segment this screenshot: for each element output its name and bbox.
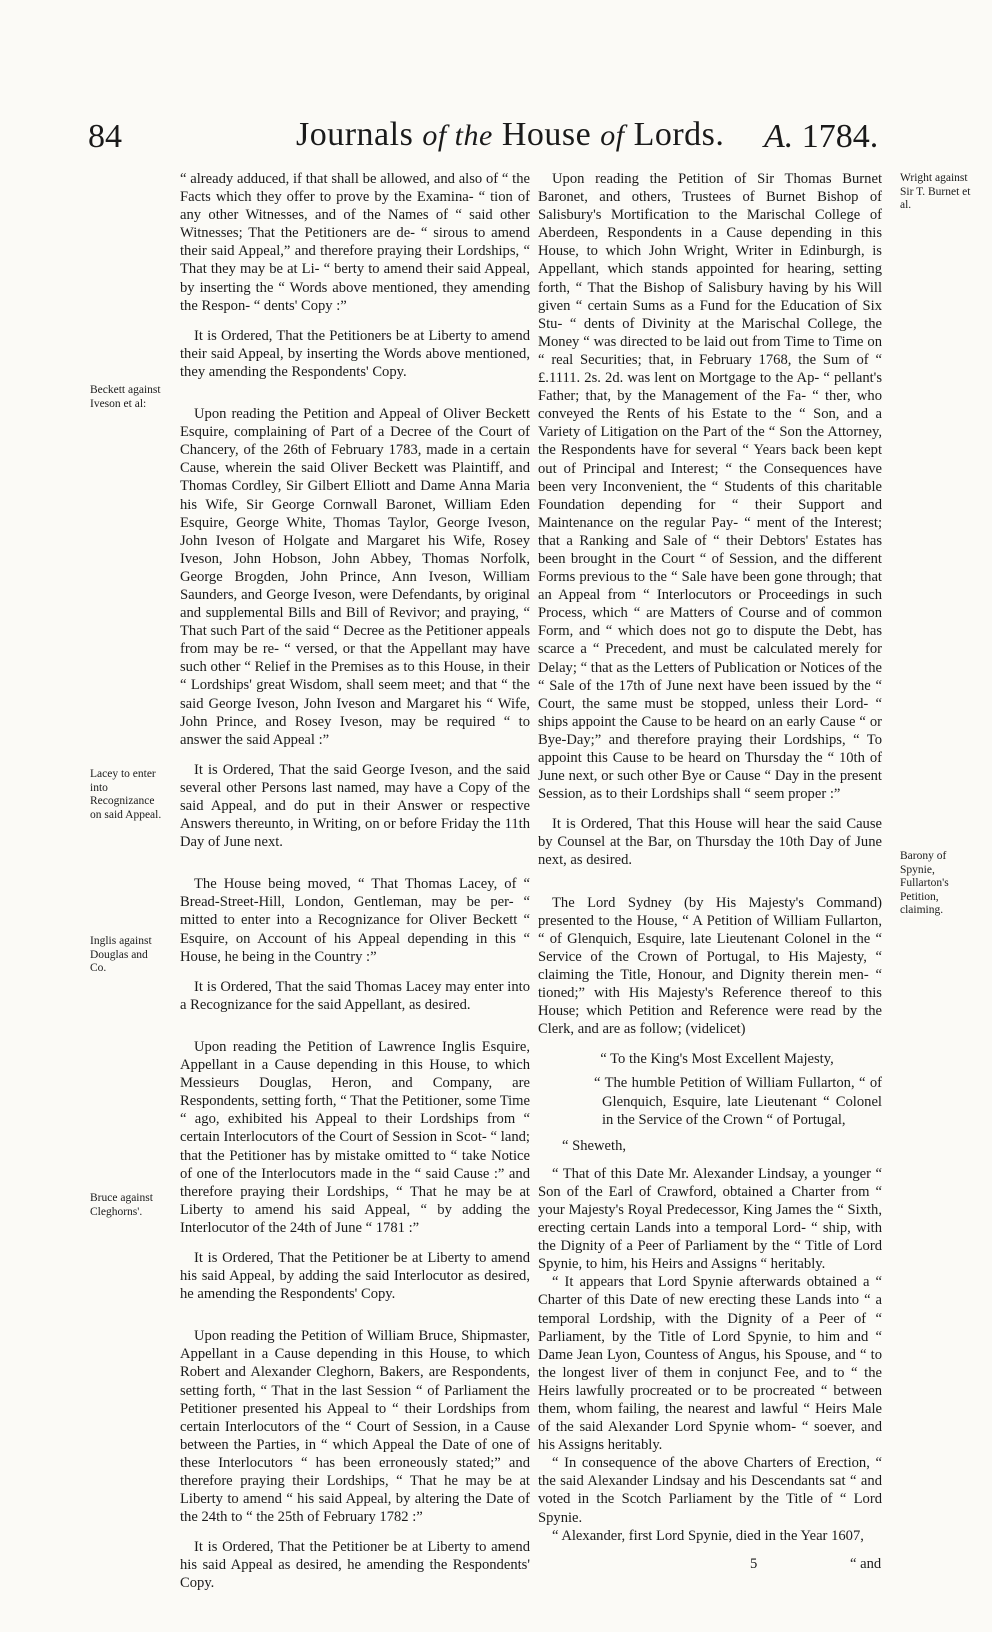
title-word-of-the: of the — [422, 119, 493, 152]
year-prefix: A. — [764, 118, 794, 155]
left-paragraph-8: It is Ordered, That the Petitioner be at Liberty to amend his said Appeal, by adding the said Interlocutor as desired, he amending the Respondents' Copy. — [180, 1249, 530, 1303]
page-number: 84 — [88, 118, 122, 155]
running-year — [764, 118, 878, 156]
left-paragraph-10: It is Ordered, That the Petitioner be at Liberty to amend his said Appeal as desired, he amending the Respondents' Copy. — [180, 1539, 530, 1592]
petition-addressee: “ To the King's Most Excellent Majesty, — [600, 1051, 834, 1068]
year-value: 1784. — [801, 118, 879, 155]
left-paragraph-3: Upon reading the Petition and Appeal of Oliver Beckett Esquire, complaining of Part of a Decree of the Court of Chancery, of the 26th of February 1783, made in a certain Cause, wherein the said Oliver Beckett was Plaintiff, and Thomas Cordley, Sir Gilbert Elliott and Dame Anna Maria his Wife, Sir George Cornwall Baronet, William Eden Esquire, George White, Thomas Taylor, George Iveson, John Iveson of Holgate and Margaret his Wife, Rosey Iveson, John Hobson, John Abbey, Thomas Norfolk, George Brogden, John Prince, Ann Iveson, William Saunders, and George Iveson, were Defendants, by original and supplemental Bills and Bill of Revivor; and praying, “ That such Part of the said “ Decree as the Petitioner appeals from may be re- “ versed, or that the Appellant may have such other “ Relief in the Premises as to this House, in their “ Lordships' great Wisdom, shall seem meet; and that “ the said George Iveson, John Iveson and Margaret his “ Wife, John Prince, and Rosey Iveson, may be required “ to answer the said Appeal :” — [180, 406, 530, 748]
title-word-lords: Lords. — [633, 116, 725, 153]
margin-note-beckett: Beckett against Iveson et al: — [90, 384, 161, 410]
margin-note-inglis: Inglis against Douglas and Co. — [90, 935, 152, 974]
catchword: “ and — [850, 1556, 882, 1572]
right-paragraph-3: The Lord Sydney (by His Majesty's Command) presented to the House, “ A Petition of William Fullarton, “ of Glenquich, Esquire, late Lieutenant Colonel in the “ Service of the Crown of Portugal, to His Majesty, “ claiming the Title, Honour, and Dignity therein men- “ tioned;” with His Majesty's Reference thereof to this House; which Petition and Reference were read by the Clerk, and are as follow; (videlicet) — [538, 894, 882, 1038]
margin-note-lacey: Lacey to enter into Recognizance on said Appeal. — [90, 768, 162, 821]
right-paragraph-7: “ Alexander, first Lord Spynie, died in the Year 1607, — [552, 1527, 864, 1544]
margin-note-wright: Wright against Sir T. Burnet et al. — [900, 172, 971, 211]
title-word-of: of — [600, 119, 625, 152]
left-paragraph-1: “ already adduced, if that shall be allowed, and also of “ the Facts which they offer to prove by the Examina- “ tion of any other Witnesses, and of the Names of “ said other Witnesses; That the Petitioners are de- “ sirous to amend their said Appeal,” and therefore praying their Lordships, “ That they may be at Li- “ berty to amend their said Appeal, by inserting the “ Words above mentioned, they amending the Respon- “ dents' Copy :” — [180, 171, 530, 314]
running-title — [296, 116, 724, 154]
left-paragraph-5: The House being moved, “ That Thomas Lacey, of “ Bread-Street-Hill, London, Gentleman, may be per- “ mitted to enter into a Recognizance for Oliver Beckett “ Esquire, on Account of his Appeal depending in this “ House, he being in the Country :” — [180, 876, 530, 965]
title-word-journals: Journals — [296, 116, 414, 153]
left-paragraph-6: It is Ordered, That the said Thomas Lacey may enter into a Recognizance for the said Appellant, as desired. — [180, 978, 530, 1013]
left-column — [180, 170, 530, 1593]
petition-address — [538, 1050, 882, 1154]
left-paragraph-2: It is Ordered, That the Petitioners be at Liberty to amend their said Appeal, by inserting the Words above mentioned, they amending the Respondents' Copy. — [180, 327, 530, 380]
signature-mark: 5 — [750, 1556, 758, 1572]
right-paragraph-6: “ In consequence of the above Charters of Erection, “ the said Alexander Lindsay and his Descendants sat “ and voted in the Scotch Parliament by the Title of “ Lord Spynie. — [538, 1455, 882, 1526]
left-paragraph-4: It is Ordered, That the said George Iveson, and the said several other Persons last named, may have a Copy of the said Appeal, and do put in their Answer or respective Answers thereunto, in Writing, on or before Friday the 11th Day of June next. — [180, 761, 530, 851]
right-column — [538, 170, 882, 1545]
title-word-house: House — [501, 116, 592, 153]
right-paragraph-2: It is Ordered, That this House will hear the said Cause by Counsel at the Bar, on Thursday the 10th Day of June next, as desired. — [538, 816, 882, 869]
margin-note-bruce: Bruce against Cleghorns'. — [90, 1192, 153, 1218]
right-paragraph-4: “ That of this Date Mr. Alexander Lindsay, a younger “ Son of the Earl of Crawford, obtained a Charter from “ your Majesty's Royal Predecessor, King James the “ Sixth, erecting certain Lands into a temporal Lord- “ ship, with the Dignity of a Peer of Parliament by the “ Title of Lord Spynie, to him, his Heirs and Assigns “ heritably. — [538, 1165, 882, 1273]
petition-sheweth: “ Sheweth, — [562, 1137, 627, 1154]
margin-note-spynie: Barony of Spynie, Fullarton's Petition, claiming. — [900, 850, 949, 916]
right-paragraph-5: “ It appears that Lord Spynie afterwards obtained a “ Charter of this Date of new erecting these Lands into “ a temporal Lordship, with the Dignity of a Peer of “ Parliament, by the Title of Lord Spynie, to him and “ Dame Jean Lyon, Countess of Angus, his Spouse, and “ to the longest liver of them in conjunct Fee, and to “ the Heirs lawfully procreated or to be procreated “ between them, whom failing, the nearest and lawful “ Heirs Male of the said Alexander Lord Spynie whom- “ soever, and his Assigns heritably. — [538, 1274, 882, 1454]
petition-petitioner: “ The humble Petition of William Fullarton, “ of Glenquich, Esquire, late Lieutenant “ Colonel in the Service of the Crown “ of Portugal, — [594, 1075, 882, 1128]
right-paragraph-1: Upon reading the Petition of Sir Thomas Burnet Baronet, and others, Trustees of Burnet Bishop of Salisbury's Mortification to the Marischal College of Aberdeen, Respondents in a Cause depending in this House, to which John Wright, Writer in Edinburgh, is Appellant, which stands appointed for hearing, setting forth, “ That the Bishop of Salisbury having by his Will given “ certain Sums as a Fund for the Education of Six Stu- “ dents of Divinity at the Marischal College, the Money “ was directed to be laid out from Time to Time on “ real Securities; that, in February 1768, the Sum of “ £.1111. 2s. 2d. was lent on Mortgage to the Ap- “ pellant's Father; that, by the Management of the Fa- “ ther, who conveyed the Rents of his Estate to the “ Son, and a Variety of Litigation on the Part of the “ Son the Attorney, the Respondents have for several “ Years back been kept out of Principal and Interest; “ the Consequences have been very Inconvenient, the “ Students of this charitable Foundation depending for “ their Support and Maintenance on the regular Pay- “ ment of the Interest; that a Ranking and Sale of “ their Debtors' Estates has been brought in the Court “ of Session, and the different Forms previous to the “ Sale have been gone through; that an Appeal from “ Interlocutors or Proceedings in such Process, which “ are Matters of Course and of common Form, and “ which does not go to dispute the Debt, has scarce a “ Precedent, and must be calculated merely for Delay; “ that as the Letters of Publication or Notices of the “ Sale of the 17th of June next have been issued by the “ Court, the same must be stopped, unless their Lord- “ ships appoint the Cause to be heard on an early Cause “ or Bye-Day;” and therefore praying their Lordships, “ To appoint this Cause to be heard on Thursday the “ 10th of June next, or such other Bye or Cause “ Day in the present Session, as to their Lordships shall “ seem proper :” — [538, 171, 882, 803]
left-paragraph-7: Upon reading the Petition of Lawrence Inglis Esquire, Appellant in a Cause depending in this House, to which Messieurs Douglas, Heron, and Company, are Respondents, setting forth, “ That the Petitioner, some Time “ ago, exhibited his Appeal to their Lordships from “ certain Interlocutors of the Court of Session in Scot- “ land; that the Petitioner has by mistake omitted to “ take Notice of one of the Interlocutors made in the “ said Cause :” and therefore praying their Lordships, “ That he may be at Liberty to amend his said Appeal, “ by adding the Interlocutor of the 24th of June “ 1781 :” — [180, 1038, 530, 1236]
left-paragraph-9: Upon reading the Petition of William Bruce, Shipmaster, Appellant in a Cause depending in this House, to which Robert and Alexander Cleghorn, Bakers, are Respondents, setting forth, “ That in the last Session “ of Parliament the Petitioner presented his Appeal to “ their Lordships from certain Interlocutors of the “ Court of Session, in a Cause between the Parties, in “ which Appeal the Date of one of these Interlocutors “ has been erroneously stated;” and therefore praying their Lordships, “ That he may be at Liberty to amend “ his said Appeal, by altering the Date of the 24th to “ the 25th of February 1782 :” — [180, 1328, 530, 1526]
